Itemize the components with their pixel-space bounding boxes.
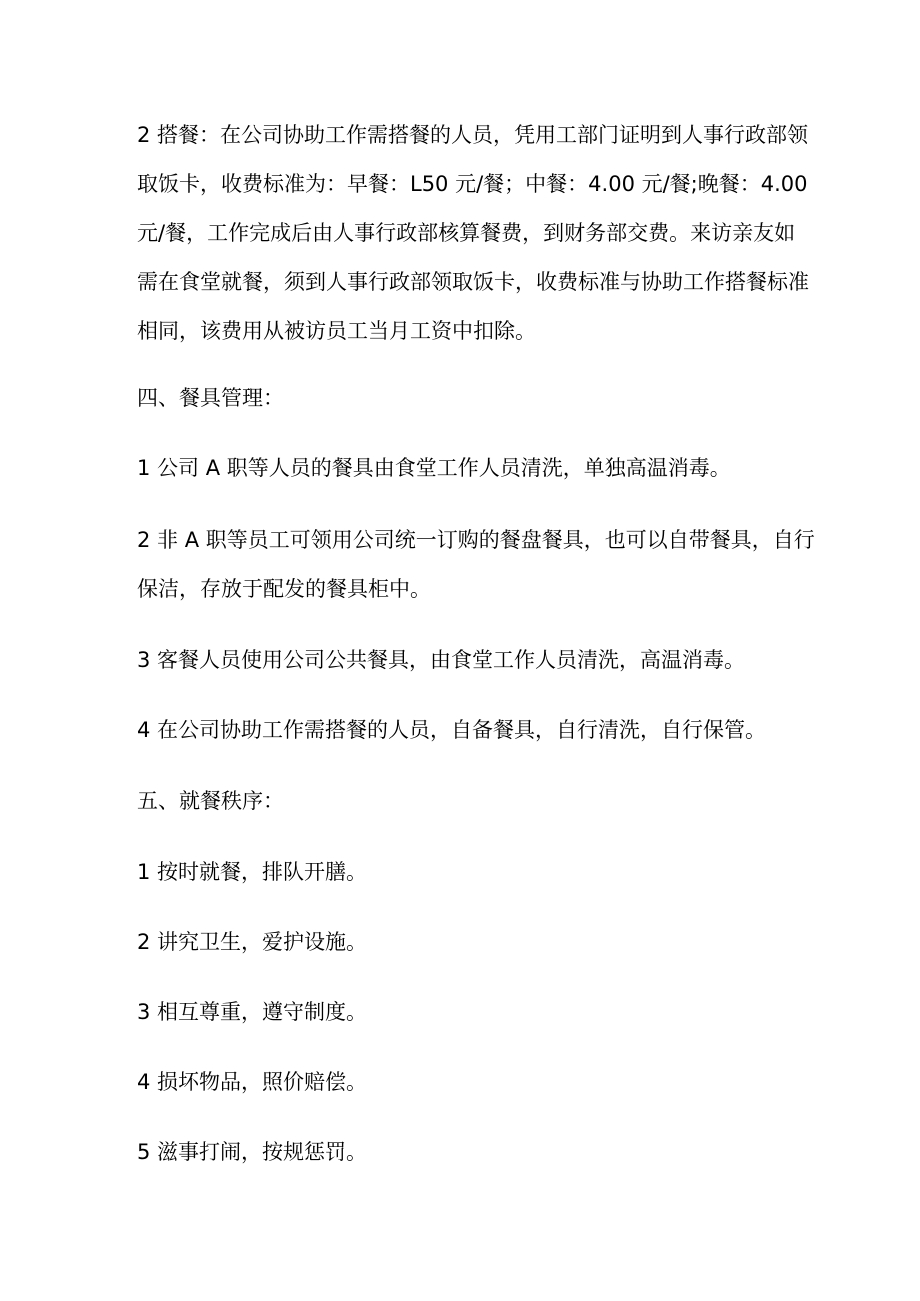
text-line: 保洁，存放于配发的餐具柜中。 — [137, 577, 431, 601]
list-item — [137, 1058, 789, 1107]
text-line: 取饭卡，收费标准为：早餐：L50 元/餐；中餐：4.00 元/餐;晚餐：4.00 — [137, 172, 808, 196]
list-item — [137, 918, 789, 967]
text-line: 2 非 A 职等员工可领用公司统一订购的餐盘餐具，也可以自带餐具，自行 — [137, 528, 815, 552]
section-heading-tableware — [137, 374, 789, 423]
heading-text: 五、就餐秩序： — [137, 789, 284, 813]
text-line: 1 按时就餐，排队开膳。 — [137, 860, 368, 884]
list-item — [137, 706, 789, 755]
paragraph-meal-sharing — [137, 111, 809, 356]
text-line: 4 在公司协助工作需搭餐的人员，自备餐具，自行清洗，自行保管。 — [137, 718, 767, 742]
text-line: 3 相互尊重，遵守制度。 — [137, 1000, 368, 1024]
text-line: 3 客餐人员使用公司公共餐具，由食堂工作人员清洗，高温消毒。 — [137, 648, 746, 672]
list-item — [137, 516, 815, 614]
text-line: 2 搭餐：在公司协助工作需搭餐的人员，凭用工部门证明到人事行政部领 — [137, 123, 809, 147]
text-line: 元/餐，工作完成后由人事行政部核算餐费，到财务部交费。来访亲友如 — [137, 221, 796, 245]
list-item — [137, 848, 789, 897]
text-line: 需在食堂就餐，须到人事行政部领取饭卡，收费标准与协助工作搭餐标准 — [137, 270, 809, 294]
heading-text: 四、餐具管理： — [137, 386, 284, 410]
text-line: 5 滋事打闹，按规惩罚。 — [137, 1140, 368, 1164]
list-item — [137, 1128, 789, 1177]
text-line: 4 损坏物品，照价赔偿。 — [137, 1070, 368, 1094]
text-line: 2 讲究卫生，爱护设施。 — [137, 930, 368, 954]
section-heading-dining-order — [137, 777, 789, 826]
list-item — [137, 988, 789, 1037]
text-line: 1 公司 A 职等人员的餐具由食堂工作人员清洗，单独高温消毒。 — [137, 456, 731, 480]
list-item — [137, 444, 789, 493]
list-item — [137, 636, 789, 685]
text-line: 相同，该费用从被访员工当月工资中扣除。 — [137, 319, 536, 343]
